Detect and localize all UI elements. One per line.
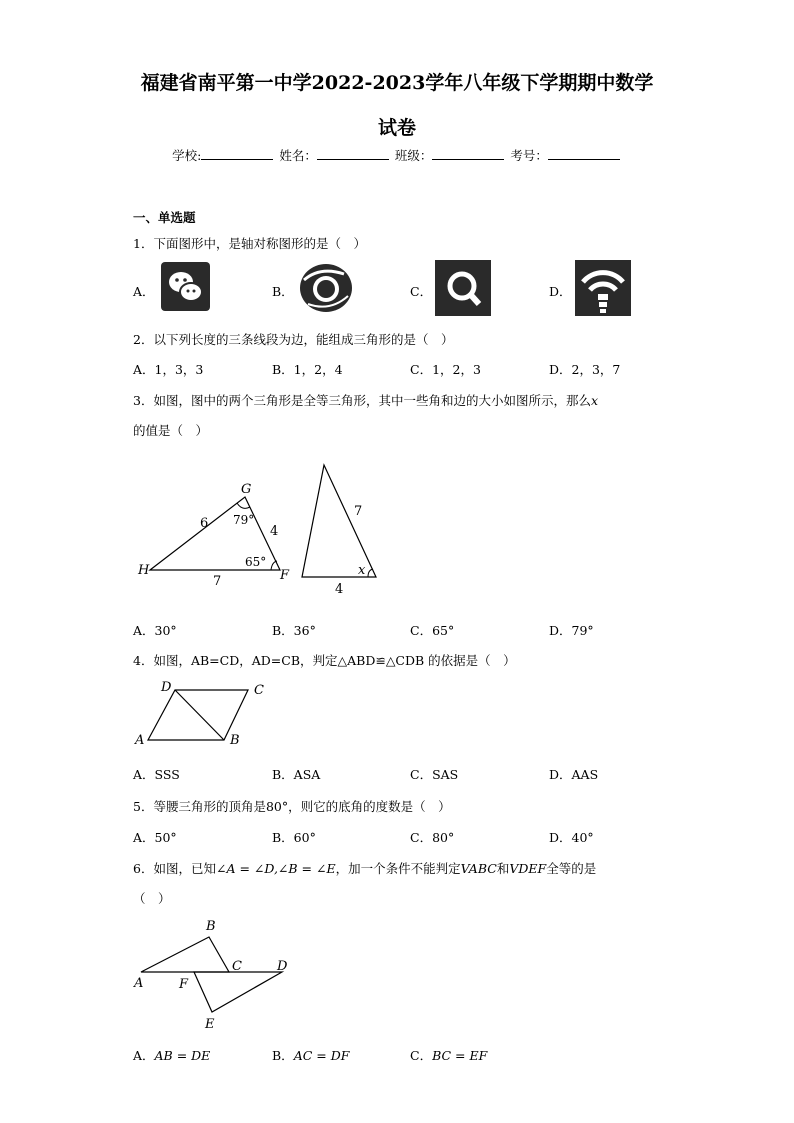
question-6-stem bbox=[133, 859, 596, 877]
q4-option-b[interactable]: B．ASA bbox=[272, 767, 321, 782]
q3-figure bbox=[130, 455, 400, 600]
question-1-stem: 1．下面图形中，是轴对称图形的是（ ） bbox=[133, 236, 366, 251]
q5-option-c[interactable]: C．80° bbox=[410, 830, 455, 845]
question-2-stem: 2．以下列长度的三条线段为边，能组成三角形的是（ ） bbox=[133, 332, 454, 347]
label-a: A bbox=[135, 733, 145, 748]
q6-stem-d: 全等的是 bbox=[546, 861, 597, 876]
q6-option-b-prefix: B． bbox=[272, 1048, 294, 1063]
q6-option-a-math: AB = DE bbox=[154, 1048, 211, 1063]
chat-bubbles-icon bbox=[161, 262, 210, 311]
q3-stem-text: 3．如图，图中的两个三角形是全等三角形，其中一些角和边的大小如图所示，那么 bbox=[133, 393, 591, 408]
label-d: D bbox=[161, 680, 172, 695]
triangle-abc bbox=[141, 937, 229, 972]
student-info-line bbox=[0, 146, 794, 164]
label-b: B bbox=[230, 733, 240, 748]
class-label: 班级： bbox=[394, 148, 433, 163]
triangle-def bbox=[194, 972, 282, 1012]
school-blank bbox=[201, 147, 273, 160]
label-b: B bbox=[206, 919, 216, 934]
label-h: H bbox=[138, 563, 150, 578]
question-6-stem-paren: （ ） bbox=[133, 891, 171, 906]
magnifier-icon bbox=[435, 260, 491, 316]
q6-stem-triangle-2: VDEF bbox=[509, 861, 547, 876]
exam-number-label: 考号： bbox=[510, 148, 548, 163]
wifi-signal-icon bbox=[575, 260, 631, 316]
label-g: G bbox=[241, 482, 252, 497]
label-c: C bbox=[232, 959, 242, 974]
q6-stem-c: 和 bbox=[496, 861, 510, 876]
q3-option-c[interactable]: C．65° bbox=[410, 623, 455, 638]
q4-figure bbox=[130, 678, 280, 750]
diagonal-db bbox=[175, 690, 224, 740]
q5-option-d[interactable]: D．40° bbox=[549, 830, 594, 845]
name-blank bbox=[317, 147, 389, 160]
q4-option-c[interactable]: C．SAS bbox=[410, 767, 459, 782]
q2-option-d[interactable]: D．2，3，7 bbox=[549, 362, 621, 377]
question-4-stem: 4．如图，AB=CD，AD=CB，判定△ABD≌△CDB 的依据是（ ） bbox=[133, 653, 516, 668]
q3-stem-variable: x bbox=[590, 393, 599, 408]
q3-option-d[interactable]: D．79° bbox=[549, 623, 594, 638]
page-title-line2: 试卷 bbox=[377, 117, 416, 139]
label-a: A bbox=[134, 976, 144, 991]
exam-number-blank bbox=[548, 147, 620, 160]
label-side-hf: 7 bbox=[213, 574, 222, 589]
label-side-gf: 4 bbox=[270, 524, 279, 539]
q5-option-b[interactable]: B．60° bbox=[272, 830, 316, 845]
q6-stem-a: 6．如图，已知 bbox=[133, 861, 216, 876]
question-5-stem: 5．等腰三角形的顶角是80°，则它的底角的度数是（ ） bbox=[133, 799, 451, 814]
q1-option-a[interactable]: A． bbox=[133, 284, 155, 299]
q6-figure bbox=[128, 912, 298, 1034]
label-c: C bbox=[254, 683, 264, 698]
q6-option-c-math: BC = EF bbox=[432, 1048, 488, 1063]
label-angle-g: 79° bbox=[233, 513, 255, 527]
label-side-bottom: 4 bbox=[335, 582, 344, 597]
q6-option-b[interactable] bbox=[272, 1046, 349, 1064]
label-angle-f: 65° bbox=[245, 555, 267, 569]
label-d: D bbox=[277, 959, 288, 974]
school-label: 学校: bbox=[172, 148, 202, 163]
q6-option-a-prefix: A． bbox=[133, 1048, 155, 1063]
q2-option-c[interactable]: C．1，2，3 bbox=[410, 362, 481, 377]
page-title-line1: 福建省南平第一中学2022-2023学年八年级下学期期中数学 bbox=[140, 72, 654, 94]
triangle-congruent bbox=[302, 465, 376, 577]
section-heading: 一、单选题 bbox=[133, 210, 196, 225]
q2-option-a[interactable]: A．1，3，3 bbox=[133, 362, 204, 377]
q1-option-d[interactable]: D． bbox=[549, 284, 572, 299]
label-side-right: 7 bbox=[354, 504, 363, 519]
q5-option-a[interactable]: A．50° bbox=[133, 830, 177, 845]
question-3-stem-cont: 的值是（ ） bbox=[133, 423, 209, 438]
q6-option-b-math: AC = DF bbox=[293, 1048, 350, 1063]
q6-stem-b: ，加一个条件不能判定 bbox=[335, 861, 461, 876]
q1-option-c[interactable]: C． bbox=[410, 284, 433, 299]
label-e: E bbox=[205, 1017, 215, 1032]
orbit-ring-icon bbox=[298, 260, 354, 316]
q4-option-d[interactable]: D．AAS bbox=[549, 767, 599, 782]
q4-option-a[interactable]: A．SSS bbox=[133, 767, 180, 782]
q6-stem-triangle-1: VABC bbox=[460, 861, 497, 876]
label-side-hg: 6 bbox=[200, 516, 209, 531]
label-angle-x: x bbox=[358, 563, 366, 578]
question-3-stem bbox=[133, 391, 598, 409]
q6-stem-math: ∠A = ∠D,∠B = ∠E bbox=[215, 861, 336, 876]
label-f: F bbox=[280, 568, 290, 583]
name-label: 姓名： bbox=[279, 148, 317, 163]
q6-option-c[interactable] bbox=[410, 1046, 487, 1064]
q1-option-b[interactable]: B． bbox=[272, 284, 294, 299]
label-f: F bbox=[179, 977, 189, 992]
q3-option-a[interactable]: A．30° bbox=[133, 623, 177, 638]
q6-option-a[interactable] bbox=[133, 1046, 210, 1064]
q2-option-b[interactable]: B．1，2，4 bbox=[272, 362, 343, 377]
class-blank bbox=[432, 147, 504, 160]
q6-option-c-prefix: C． bbox=[410, 1048, 433, 1063]
q3-option-b[interactable]: B．36° bbox=[272, 623, 316, 638]
